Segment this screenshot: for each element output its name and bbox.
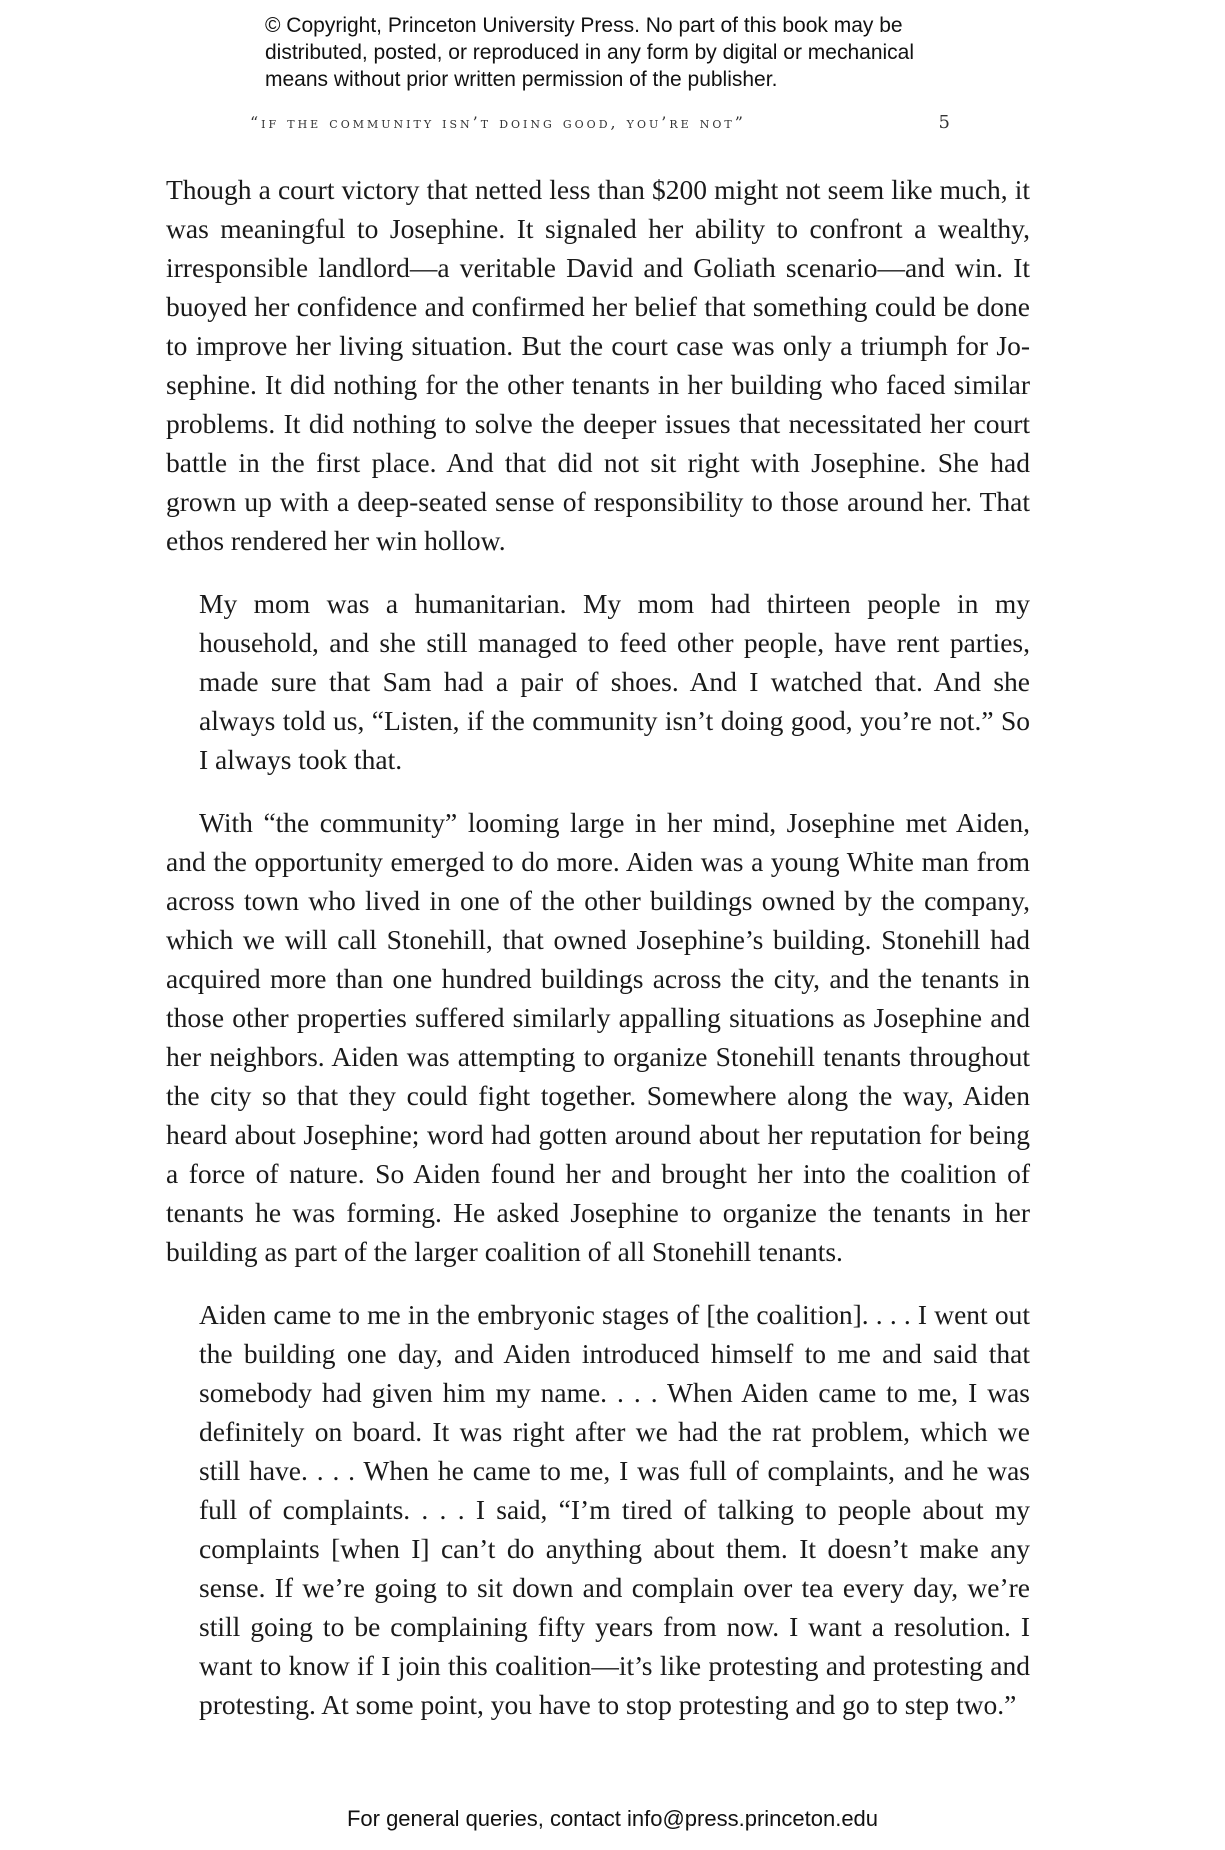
block-quote-2: Aiden came to me in the embryonic stages of [the coalition]. . . . I went out the building one day, and Aiden introduced himself to me and said that somebody had given him my name. . . . When Aiden came to me, I was definitely on board. It was right after we had the rat problem, which we still have. . . . When he came to me, I was full of complaints, and he was full of complaints. . . . I said, “I’m tired of talking to people about my complaints [when I] can’t do anything about them. It doesn’t make any sense. If we’re going to sit down and complain over tea every day, we’re still going to be complaining fifty years from now. I want a resolution. I want to know if I join this coalition—it’s like protesting and protesting and protesting. At some point, you have to stop protesting and go to step two.” (199, 1299, 1030, 1720)
running-head (250, 112, 950, 133)
copyright-notice (265, 12, 985, 93)
running-head-title: “if the community isn’t doing good, you’re not” (250, 113, 746, 132)
page-number: 5 (938, 112, 950, 133)
block-quote-1: My mom was a humanitarian. My mom had thirteen people in my household, and she still managed to feed other people, have rent parties, made sure that Sam had a pair of shoes. And I watched that. And she always told us, “Listen, if the community isn’t doing good, you’re not.” So I always took that. (199, 588, 1030, 775)
page-body (166, 170, 1030, 1748)
paragraph-1: Though a court victory that netted less than $200 might not seem like much, it was meaningful to Josephine. It signaled her ability to confront a wealthy, irresponsible landlord—a veritable David and Goliath scenario—and win. It buoyed her confidence and confirmed her belief that something could be done to improve her living situation. But the court case was only a triumph for Josephine. It did nothing for the other tenants in her building who faced similar problems. It did nothing to solve the deeper issues that necessitated her court battle in the first place. And that did not sit right with Josephine. She had grown up with a deep-seated sense of responsibility to those around her. That ethos rendered her win hollow. (166, 174, 1030, 556)
copyright-line-3: means without prior written permission of the publisher. (265, 68, 778, 91)
paragraph-2: With “the community” looming large in her mind, Josephine met Aiden, and the opportunity emerged to do more. Aiden was a young White man from across town who lived in one of the other buildings owned by the company, which we will call Stonehill, that owned Josephine’s building. Stonehill had acquired more than one hundred buildings across the city, and the tenants in those other properties suffered similarly appalling situations as Josephine and her neighbors. Aiden was attempting to organize Stonehill tenants throughout the city so that they could fight together. Somewhere along the way, Aiden heard about Josephine; word had gotten around about her reputation for being a force of nature. So Aiden found her and brought her into the coalition of tenants he was forming. He asked Josephine to organize the tenants in her building as part of the larger coalition of all Stonehill tenants. (166, 807, 1030, 1267)
copyright-line-2: distributed, posted, or reproduced in any form by digital or mechanical (265, 41, 915, 64)
copyright-line-1: © Copyright, Princeton University Press. No part of this book may be (265, 14, 903, 37)
footer-contact: For general queries, contact info@press.princeton.edu (346, 1806, 879, 1831)
